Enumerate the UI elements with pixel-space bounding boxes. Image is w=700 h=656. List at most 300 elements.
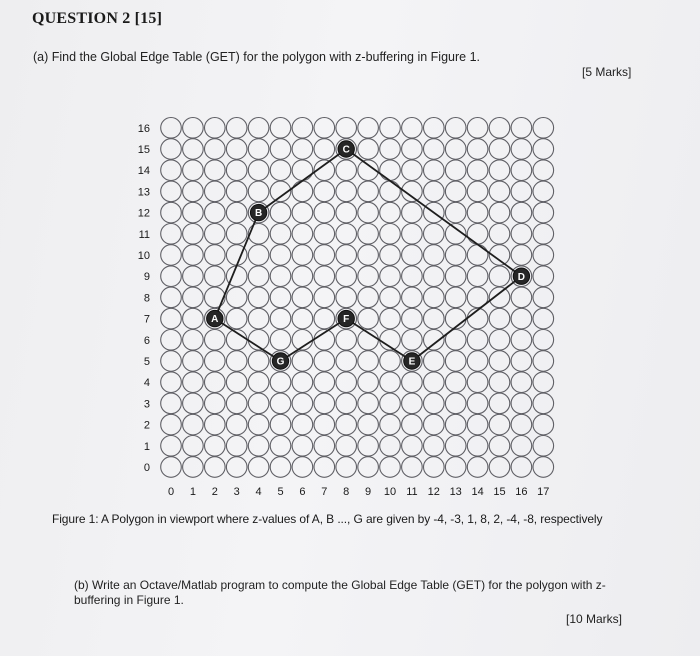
grid-circle	[183, 202, 204, 223]
grid-circle	[226, 351, 247, 372]
grid-circle	[336, 393, 357, 414]
grid-circle	[489, 351, 510, 372]
y-tick-label: 14	[137, 165, 150, 178]
grid-circle	[205, 287, 226, 308]
grid-circle	[467, 224, 488, 245]
grid-circle	[183, 436, 204, 457]
grid-circle	[533, 436, 554, 457]
grid-circle	[489, 414, 510, 435]
grid-circle	[380, 266, 401, 287]
grid-circle	[424, 436, 445, 457]
grid-circle	[226, 414, 247, 435]
grid-circle	[358, 372, 379, 393]
grid-circle	[489, 372, 510, 393]
grid-circle	[511, 414, 532, 435]
grid-circle	[161, 330, 182, 351]
grid-circle	[533, 287, 554, 308]
grid-circle	[205, 202, 226, 223]
grid-circle	[489, 308, 510, 329]
grid-circle	[380, 457, 401, 478]
grid-circle	[314, 181, 335, 202]
grid-circle	[226, 139, 247, 160]
grid-circle	[248, 457, 269, 478]
grid-circle	[402, 266, 423, 287]
grid-circle	[183, 118, 204, 139]
part-a-text: (a) Find the Global Edge Table (GET) for the polygon with z-buffering in Figure 1.	[33, 50, 480, 64]
grid-circle	[424, 181, 445, 202]
grid-circle	[161, 457, 182, 478]
grid-circle	[248, 224, 269, 245]
grid-circle	[467, 139, 488, 160]
grid-circle	[511, 181, 532, 202]
grid-circle	[511, 160, 532, 181]
grid-circle	[424, 372, 445, 393]
grid-circle	[511, 245, 532, 266]
grid-circle	[533, 351, 554, 372]
grid-circle	[467, 393, 488, 414]
grid-circle	[336, 181, 357, 202]
grid-circle	[380, 308, 401, 329]
grid-circle	[489, 266, 510, 287]
grid-circle	[402, 308, 423, 329]
grid-circle	[205, 414, 226, 435]
grid-circle	[314, 436, 335, 457]
grid-circle	[424, 330, 445, 351]
grid-circle	[314, 224, 335, 245]
y-tick-label: 15	[137, 144, 150, 156]
grid-circle	[205, 330, 226, 351]
grid-circle	[292, 308, 313, 329]
grid-circle	[402, 202, 423, 223]
grid-circle	[533, 160, 554, 181]
grid-circle	[358, 139, 379, 160]
x-tick-label: 15	[493, 486, 506, 498]
grid-circle	[489, 139, 510, 160]
y-tick-label: 7	[143, 313, 150, 326]
edge-AB	[215, 213, 259, 319]
grid-circle	[270, 308, 291, 329]
grid-circle	[445, 436, 466, 457]
grid-circle	[248, 414, 269, 435]
grid-circle	[248, 160, 269, 181]
grid-circle	[489, 181, 510, 202]
grid-circle	[161, 139, 182, 160]
grid-circle	[489, 457, 510, 478]
grid-circle	[270, 372, 291, 393]
y-tick-label: 0	[143, 462, 150, 474]
grid-circle	[248, 436, 269, 457]
grid-circle	[161, 245, 182, 266]
grid-circle	[336, 351, 357, 372]
grid-circle	[183, 393, 204, 414]
grid-circle	[445, 181, 466, 202]
grid-circle	[380, 393, 401, 414]
grid-circle	[292, 224, 313, 245]
grid-circle	[205, 245, 226, 266]
y-tick-label: 6	[143, 334, 150, 347]
grid-circle	[358, 414, 379, 435]
grid-circle	[161, 202, 182, 223]
y-tick-label: 8	[143, 292, 150, 305]
grid-circle	[336, 436, 357, 457]
grid-circle	[336, 245, 357, 266]
y-tick-label: 10	[137, 250, 150, 262]
grid-circle	[380, 351, 401, 372]
x-tick-label: 3	[233, 486, 240, 498]
grid-circle	[314, 414, 335, 435]
grid-circle	[270, 414, 291, 435]
grid-circle	[205, 393, 226, 414]
grid-circle	[292, 118, 313, 139]
grid-circle	[292, 160, 313, 181]
grid-circle	[226, 372, 247, 393]
grid-circle	[248, 287, 269, 308]
grid-circle	[183, 457, 204, 478]
grid-circle	[270, 118, 291, 139]
grid-circle	[402, 330, 423, 351]
grid-circle	[467, 118, 488, 139]
grid-circle	[226, 202, 247, 223]
vertex-G	[272, 353, 288, 369]
grid-circle	[336, 160, 357, 181]
grid-circle	[314, 202, 335, 223]
grid-circle	[205, 351, 226, 372]
grid-circle	[248, 372, 269, 393]
grid-circle	[533, 181, 554, 202]
vertex-label: A	[211, 314, 219, 326]
grid-circle	[161, 414, 182, 435]
grid-circle	[292, 393, 313, 414]
grid-circle	[424, 224, 445, 245]
grid-circle	[248, 139, 269, 160]
y-tick-label: 12	[137, 207, 150, 220]
grid-circle	[424, 139, 445, 160]
grid-circle	[270, 393, 291, 414]
grid-circle	[270, 245, 291, 266]
grid-circle	[467, 266, 488, 287]
vertex-label: G	[276, 356, 285, 368]
grid-circle	[292, 457, 313, 478]
grid-circle	[489, 224, 510, 245]
grid-circle	[511, 436, 532, 457]
x-tick-label: 0	[167, 486, 175, 498]
grid-circle	[226, 181, 247, 202]
grid-circle	[226, 308, 247, 329]
edge-CD	[346, 149, 521, 276]
grid-circle	[380, 224, 401, 245]
x-tick-label: 10	[383, 486, 397, 498]
grid-circle	[270, 160, 291, 181]
y-tick-label: 9	[143, 271, 150, 284]
grid-circle	[205, 139, 226, 160]
grid-circle	[205, 436, 226, 457]
grid-circle	[226, 224, 247, 245]
grid-circle	[314, 287, 335, 308]
x-axis-ticks	[168, 486, 549, 498]
grid-circle	[358, 181, 379, 202]
grid-circle	[336, 457, 357, 478]
grid-circle	[270, 139, 291, 160]
grid-circle	[467, 457, 488, 478]
grid-circle	[358, 245, 379, 266]
grid-circle	[358, 266, 379, 287]
grid-circle	[511, 224, 532, 245]
grid-circle	[358, 202, 379, 223]
grid-circle	[402, 139, 423, 160]
grid-circle	[183, 372, 204, 393]
grid-circle	[402, 224, 423, 245]
grid-circle	[248, 351, 269, 372]
grid-circle	[314, 351, 335, 372]
grid-circle	[292, 139, 313, 160]
y-tick-label: 16	[137, 122, 150, 135]
grid-circle	[533, 372, 554, 393]
edge-BC	[259, 149, 347, 213]
grid-circle	[205, 372, 226, 393]
grid-circle	[380, 160, 401, 181]
grid-circle	[205, 224, 226, 245]
x-tick-label: 13	[449, 486, 462, 498]
grid-circle	[511, 308, 532, 329]
grid-circle	[424, 266, 445, 287]
grid-circle	[183, 266, 204, 287]
question-heading: QUESTION 2 [15]	[32, 10, 163, 27]
grid-circle	[314, 457, 335, 478]
vertex-label: F	[343, 314, 350, 326]
grid-circle	[467, 372, 488, 393]
grid-circle	[292, 351, 313, 372]
grid-circle	[336, 287, 357, 308]
grid-circle	[314, 393, 335, 414]
y-tick-label: 11	[138, 228, 150, 241]
grid-circle	[292, 266, 313, 287]
grid-circle	[358, 393, 379, 414]
grid-circle	[489, 160, 510, 181]
grid-circle	[511, 372, 532, 393]
grid-circle	[402, 393, 423, 414]
y-tick-label: 13	[137, 186, 150, 199]
grid-circle	[161, 393, 182, 414]
polygon-vertices	[207, 141, 530, 369]
grid-circle	[183, 224, 204, 245]
grid-circle	[445, 118, 466, 139]
grid-circle	[424, 245, 445, 266]
part-a-marks: [5 Marks]	[582, 65, 632, 79]
grid-circle	[270, 266, 291, 287]
grid-circle	[183, 139, 204, 160]
grid-circle	[533, 414, 554, 435]
grid-circle	[467, 351, 488, 372]
grid-circle	[511, 330, 532, 351]
grid-circle	[270, 202, 291, 223]
grid-circle	[489, 393, 510, 414]
grid-circle	[336, 118, 357, 139]
grid-circle	[533, 118, 554, 139]
grid-circle	[380, 245, 401, 266]
grid-circle	[424, 160, 445, 181]
grid-circle	[336, 202, 357, 223]
grid-circle	[183, 351, 204, 372]
grid-circle	[314, 372, 335, 393]
grid-circle	[533, 245, 554, 266]
grid-circle	[336, 330, 357, 351]
vertex-label: D	[517, 271, 526, 283]
grid-circle	[183, 308, 204, 329]
grid-circle	[248, 181, 269, 202]
grid-circle	[380, 181, 401, 202]
grid-circle	[511, 202, 532, 223]
grid-circle	[292, 436, 313, 457]
grid-circle	[314, 308, 335, 329]
x-tick-label: 2	[211, 486, 218, 498]
grid-circle	[226, 287, 247, 308]
grid-circle	[248, 393, 269, 414]
grid-circle	[358, 436, 379, 457]
grid-circle	[445, 308, 466, 329]
grid-circle	[380, 139, 401, 160]
grid-circle	[161, 351, 182, 372]
vertex-B	[250, 204, 266, 220]
grid-circle	[183, 245, 204, 266]
grid-circle	[424, 457, 445, 478]
grid-circle	[205, 118, 226, 139]
grid-circle	[445, 266, 466, 287]
grid-circle	[467, 308, 488, 329]
grid-circle	[467, 181, 488, 202]
grid-circle	[380, 372, 401, 393]
grid-circle	[467, 436, 488, 457]
grid-circle	[358, 118, 379, 139]
grid-circle	[358, 457, 379, 478]
figure-caption: Figure 1: A Polygon in viewport where z-values of A, B ..., G are given by -4, -3, 1, 8, 2, -4, -8, respectively	[52, 512, 603, 526]
grid-circle	[358, 351, 379, 372]
grid-circle	[314, 118, 335, 139]
grid-circle	[270, 287, 291, 308]
grid-circle	[533, 139, 554, 160]
grid-circle	[533, 266, 554, 287]
x-tick-label: 4	[255, 486, 262, 498]
grid-circle	[445, 160, 466, 181]
grid-circle	[314, 139, 335, 160]
vertex-label: B	[254, 208, 263, 220]
grid-circle	[467, 330, 488, 351]
grid-circle	[511, 287, 532, 308]
grid-circle	[402, 245, 423, 266]
vertex-label: C	[342, 144, 350, 156]
grid-circle	[161, 224, 182, 245]
grid-circle	[467, 202, 488, 223]
grid-circle	[533, 457, 554, 478]
vertex-C	[338, 141, 354, 157]
grid-circle	[336, 266, 357, 287]
grid-circle	[270, 436, 291, 457]
grid-circle	[380, 414, 401, 435]
grid-circle	[161, 160, 182, 181]
grid-circle	[424, 393, 445, 414]
grid-circle	[402, 457, 423, 478]
vertex-D	[513, 268, 529, 284]
grid-circle	[248, 308, 269, 329]
grid-circle	[511, 118, 532, 139]
grid-circle	[445, 414, 466, 435]
grid-circle	[161, 118, 182, 139]
vertex-E	[404, 353, 420, 369]
grid-circle	[314, 245, 335, 266]
grid-circle	[424, 287, 445, 308]
grid-circle	[380, 202, 401, 223]
grid-circle	[161, 181, 182, 202]
grid-circle	[402, 414, 423, 435]
grid-circle	[248, 118, 269, 139]
part-b-text: (b) Write an Octave/Matlab program to compute the Global Edge Table (GET) for the polygon with z-buffering in Figure 1.	[74, 578, 606, 607]
grid-circle	[402, 287, 423, 308]
grid-circle	[248, 245, 269, 266]
grid-circle	[292, 287, 313, 308]
grid-circle	[467, 160, 488, 181]
grid-circle	[292, 372, 313, 393]
grid-circle	[292, 245, 313, 266]
grid-circle	[511, 457, 532, 478]
y-tick-label: 3	[143, 398, 150, 411]
grid-circle	[445, 245, 466, 266]
grid-circle	[336, 224, 357, 245]
grid-circle	[489, 287, 510, 308]
grid-circle	[511, 393, 532, 414]
grid-circle	[380, 436, 401, 457]
y-tick-label: 4	[143, 377, 150, 390]
grid-circle	[380, 287, 401, 308]
grid-circle	[380, 118, 401, 139]
y-tick-label: 1	[143, 440, 150, 453]
x-tick-label: 1	[189, 486, 196, 498]
grid-circle	[402, 436, 423, 457]
grid-circle	[445, 457, 466, 478]
grid-circle	[533, 393, 554, 414]
x-tick-label: 5	[277, 486, 284, 498]
grid-circle	[402, 372, 423, 393]
grid-circle	[205, 160, 226, 181]
grid-circle	[424, 118, 445, 139]
grid-circle	[161, 372, 182, 393]
x-tick-label: 6	[299, 486, 306, 498]
grid-circle	[424, 308, 445, 329]
grid-circle	[183, 181, 204, 202]
grid-circle	[270, 224, 291, 245]
grid-circle	[161, 266, 182, 287]
x-tick-label: 12	[427, 486, 440, 498]
y-tick-label: 5	[143, 356, 150, 368]
grid-circle	[292, 414, 313, 435]
vertex-label: E	[408, 356, 416, 368]
grid-circle	[489, 202, 510, 223]
x-tick-label: 14	[471, 486, 484, 498]
grid-circle	[511, 351, 532, 372]
grid-circle	[183, 287, 204, 308]
grid-circle	[424, 414, 445, 435]
grid-circle	[533, 330, 554, 351]
grid-circle	[533, 308, 554, 329]
grid-circle	[467, 414, 488, 435]
grid-circle	[336, 372, 357, 393]
grid-circle	[445, 287, 466, 308]
vertex-A	[207, 310, 223, 326]
grid-circle	[533, 224, 554, 245]
grid-circle	[226, 436, 247, 457]
grid-circle	[489, 330, 510, 351]
grid-circle	[183, 414, 204, 435]
grid-circle	[248, 266, 269, 287]
grid-circle	[314, 266, 335, 287]
